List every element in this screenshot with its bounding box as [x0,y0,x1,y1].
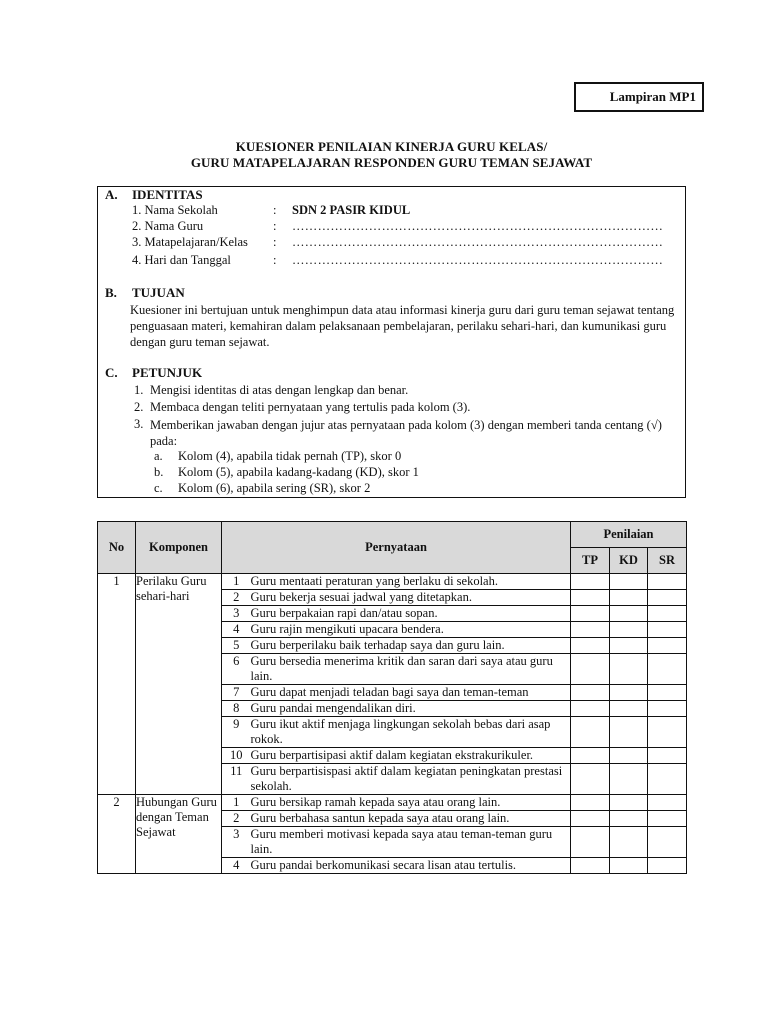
rating-cell-kd[interactable] [610,654,648,685]
rating-cell-sr[interactable] [648,638,687,654]
rating-cell-kd[interactable] [610,795,648,811]
rating-cell-kd[interactable] [610,622,648,638]
rating-cell-kd[interactable] [610,811,648,827]
rating-cell-kd[interactable] [610,606,648,622]
field-colon: : [273,219,277,233]
section-b-heading: TUJUAN [132,285,185,300]
group-komponen: Perilaku Guru sehari-hari [136,574,222,795]
statement-number: 3 [222,827,251,858]
statement-text: Guru rajin mengikuti upacara bendera. [251,622,571,638]
rating-cell-tp[interactable] [571,748,610,764]
field-value-matapelajaran[interactable]: …………………………………………………………………………… [292,235,664,249]
rating-cell-sr[interactable] [648,701,687,717]
sub-instruction-letter: c. [154,481,163,495]
rating-cell-sr[interactable] [648,795,687,811]
statement-number: 1 [222,574,251,590]
instruction-number: 1. [134,383,144,397]
header-komponen: Komponen [136,522,222,574]
field-label-hari-tanggal: 4. Hari dan Tanggal [132,253,231,267]
statement-number: 9 [222,717,251,748]
statement-number: 10 [222,748,251,764]
statement-text: Guru bersikap ramah kepada saya atau orang lain. [251,795,571,811]
field-value-nama-sekolah[interactable]: SDN 2 PASIR KIDUL [292,203,411,217]
rating-cell-tp[interactable] [571,701,610,717]
sub-instruction-text: Kolom (4), apabila tidak pernah (TP), skor 0 [178,449,402,463]
table-row [98,795,687,811]
statement-number: 2 [222,590,251,606]
field-colon: : [273,235,277,249]
statement-text: Guru pandai berkomunikasi secara lisan atau tertulis. [251,858,571,874]
field-value-nama-guru[interactable]: …………………………………………………………………………… [292,219,664,233]
statement-number: 11 [222,764,251,795]
section-a-letter: A. [105,187,118,202]
statement-text: Guru mentaati peraturan yang berlaku di sekolah. [251,574,571,590]
statement-text: Guru memberi motivasi kepada saya atau teman-teman guru lain. [251,827,571,858]
header-kd: KD [610,548,648,574]
instruction-text: Memberikan jawaban dengan jujur atas pernyataan pada kolom (3) dengan memberi tanda centang (√) pada: [150,418,662,448]
rating-cell-sr[interactable] [648,590,687,606]
rating-cell-tp[interactable] [571,622,610,638]
rating-cell-kd[interactable] [610,748,648,764]
rating-cell-kd[interactable] [610,590,648,606]
rating-cell-kd[interactable] [610,685,648,701]
statement-number: 5 [222,638,251,654]
statement-text: Guru dapat menjadi teladan bagi saya dan teman-teman [251,685,571,701]
rating-cell-kd[interactable] [610,701,648,717]
sub-instruction-text: Kolom (5), apabila kadang-kadang (KD), skor 1 [178,465,419,479]
rating-cell-tp[interactable] [571,717,610,748]
rating-cell-sr[interactable] [648,685,687,701]
group-number: 2 [98,795,136,874]
statement-number: 4 [222,858,251,874]
statement-text: Guru berpakaian rapi dan/atau sopan. [251,606,571,622]
statement-text: Guru berpartisispasi aktif dalam kegiatan peningkatan prestasi sekolah. [251,764,571,795]
statement-number: 8 [222,701,251,717]
rating-cell-sr[interactable] [648,811,687,827]
statement-text: Guru pandai mengendalikan diri. [251,701,571,717]
rating-cell-tp[interactable] [571,858,610,874]
group-number: 1 [98,574,136,795]
statement-text: Guru ikut aktif menjaga lingkungan sekolah bebas dari asap rokok. [251,717,571,748]
section-c-letter: C. [105,365,118,380]
rating-cell-sr[interactable] [648,748,687,764]
statement-text: Guru berperilaku baik terhadap saya dan guru lain. [251,638,571,654]
sub-instruction-letter: a. [154,449,163,463]
statement-text: Guru bekerja sesuai jadwal yang ditetapkan. [251,590,571,606]
rating-cell-tp[interactable] [571,590,610,606]
rating-cell-tp[interactable] [571,654,610,685]
field-label-matapelajaran: 3. Matapelajaran/Kelas [132,235,248,249]
rating-cell-sr[interactable] [648,764,687,795]
rating-cell-tp[interactable] [571,685,610,701]
statement-number: 6 [222,654,251,685]
header-sr: SR [648,548,687,574]
rating-cell-kd[interactable] [610,717,648,748]
field-label-nama-sekolah: 1. Nama Sekolah [132,203,218,217]
lampiran-label: Lampiran MP1 [574,82,704,112]
rating-cell-tp[interactable] [571,811,610,827]
identity-section-box [97,186,686,498]
rating-cell-sr[interactable] [648,606,687,622]
rating-cell-kd[interactable] [610,764,648,795]
statement-number: 1 [222,795,251,811]
statement-number: 2 [222,811,251,827]
rating-cell-kd[interactable] [610,858,648,874]
header-pernyataan: Pernyataan [222,522,571,574]
rating-cell-sr[interactable] [648,654,687,685]
instruction-number: 3. [134,417,144,431]
statement-text: Guru berpartisipasi aktif dalam kegiatan ekstrakurikuler. [251,748,571,764]
rating-cell-sr[interactable] [648,622,687,638]
rating-cell-sr[interactable] [648,574,687,590]
document-title-line1: KUESIONER PENILAIAN KINERJA GURU KELAS/ [235,139,548,154]
rating-cell-kd[interactable] [610,574,648,590]
document-title-line2: GURU MATAPELAJARAN RESPONDEN GURU TEMAN SEJAWAT [190,155,593,170]
sub-instruction-text: Kolom (6), apabila sering (SR), skor 2 [178,481,371,495]
rating-cell-tp[interactable] [571,574,610,590]
field-colon: : [273,203,277,217]
section-b-letter: B. [105,285,117,300]
questionnaire-table [97,521,687,874]
header-no: No [98,522,136,574]
statement-number: 7 [222,685,251,701]
rating-cell-tp[interactable] [571,638,610,654]
rating-cell-tp[interactable] [571,764,610,795]
sub-instruction-letter: b. [154,465,164,479]
rating-cell-tp[interactable] [571,827,610,858]
rating-cell-sr[interactable] [648,717,687,748]
table-row [98,574,687,590]
rating-cell-kd[interactable] [610,827,648,858]
header-penilaian: Penilaian [571,522,687,548]
instruction-text: Mengisi identitas di atas dengan lengkap dan benar. [150,383,409,397]
statement-number: 3 [222,606,251,622]
instruction-text: Membaca dengan teliti pernyataan yang tertulis pada kolom (3). [150,400,471,414]
instruction-number: 2. [134,400,144,414]
field-value-hari-tanggal[interactable]: …………………………………………………………………………… [292,253,664,267]
header-tp: TP [571,548,610,574]
field-colon: : [273,253,277,267]
field-label-nama-guru: 2. Nama Guru [132,219,204,233]
statement-text: Guru berbahasa santun kepada saya atau orang lain. [251,811,571,827]
rating-cell-tp[interactable] [571,795,610,811]
rating-cell-kd[interactable] [610,638,648,654]
statement-text: Guru bersedia menerima kritik dan saran dari saya atau guru lain. [251,654,571,685]
tujuan-paragraph: Kuesioner ini bertujuan untuk menghimpun data atau informasi kinerja guru dari guru teman sejawat tentang penguasaan materi, kemahiran dalam pelaksanaan pembelajaran, perilaku sehari-hari, dan kumunikasi guru dengan guru teman sejawat. [130,303,675,349]
section-c-heading: PETUNJUK [132,365,203,380]
rating-cell-sr[interactable] [648,827,687,858]
rating-cell-sr[interactable] [648,858,687,874]
rating-cell-tp[interactable] [571,606,610,622]
statement-number: 4 [222,622,251,638]
group-komponen: Hubungan Guru dengan Teman Sejawat [136,795,222,874]
section-a-heading: IDENTITAS [132,187,203,202]
table-body [98,574,687,874]
